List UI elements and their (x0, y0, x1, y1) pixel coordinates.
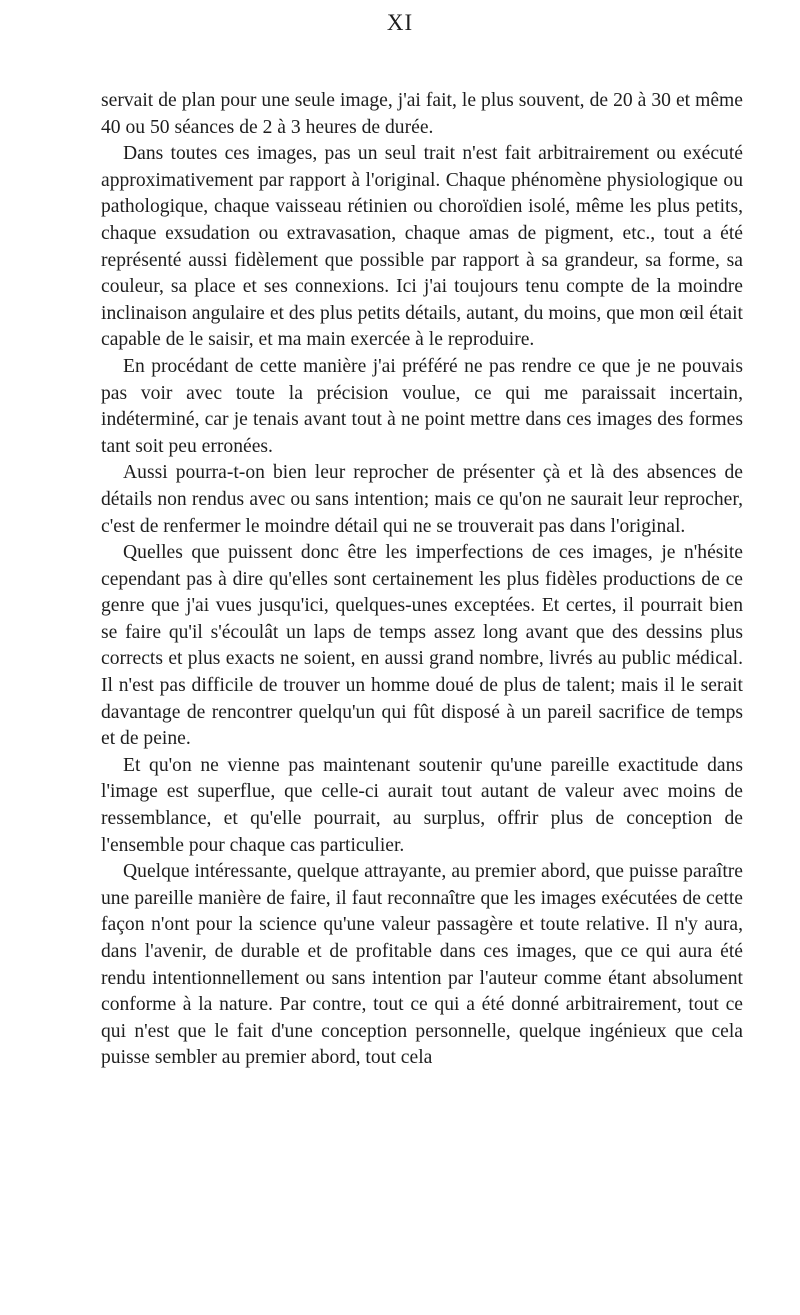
paragraph-1: servait de plan pour une seule image, j'ai fait, le plus souvent, de 20 à 30 et même 40 ou 50 séances de 2 à 3 heures de durée. (101, 90, 743, 138)
page-number: XI (386, 10, 414, 35)
paragraph-5: Quelles que puissent donc être les imperfections de ces images, je n'hésite cependant pas à dire qu'elles sont certainement les plus fidèles productions de ce genre que j'ai vues jusqu'ici, quelques-unes exceptées. Et certes, il pourrait bien se faire qu'il s'écoulât un laps de temps assez long avant que des dessins plus corrects et plus exacts ne soient, en aussi grand nombre, livrés au public médical. Il n'est pas difficile de trouver un homme doué de plus de talent; mais il le serait davantage de rencontrer quelqu'un qui fût disposé à un pareil sacrifice de temps et de peine. (101, 542, 743, 750)
paragraph-2: Dans toutes ces images, pas un seul trait n'est fait arbitrairement ou exécuté approximativement par rapport à l'original. Chaque phénomène physiologique ou pathologique, chaque vaisseau rétinien ou choroïdien isolé, même les plus petits, chaque exsudation ou extravasation, chaque amas de pigment, etc., tout a été représenté aussi fidèlement que possible par rapport à sa grandeur, sa forme, sa couleur, sa place et ses connexions. Ici j'ai toujours tenu compte de la moindre inclinaison angulaire et des plus petits détails, autant, du moins, que mon œil était capable de le saisir, et ma main exercée à le reproduire. (101, 143, 743, 351)
paragraph-4: Aussi pourra-t-on bien leur reprocher de présenter çà et là des absences de détails non rendus avec ou sans intention; mais ce qu'on ne saurait leur reprocher, c'est de renfermer le moindre détail qui ne se trouverait pas dans l'original. (101, 462, 743, 537)
body-text (101, 88, 743, 1072)
paragraph-3: En procédant de cette manière j'ai préféré ne pas rendre ce que je ne pouvais pas voir avec toute la précision voulue, ce qui me paraissait incertain, indéterminé, car je tenais avant tout à ne point mettre dans ces images des formes tant soit peu erronées. (101, 355, 743, 457)
paragraph-7: Quelque intéressante, quelque attrayante, au premier abord, que puisse paraître une pareille manière de faire, il faut reconnaître que les images exécutées de cette façon n'ont pour la science qu'une valeur passagère et toute relative. Il n'y aura, dans l'avenir, de durable et de profitable dans ces images, que ce qui aura été rendu intentionnellement ou sans intention par l'auteur comme étant absolument conforme à la nature. Par contre, tout ce qui a été donné arbitrairement, tout ce qui n'est que le fait d'une conception personnelle, quelque ingénieux que cela puisse sembler au premier abord, tout cela (101, 861, 743, 1069)
paragraph-6: Et qu'on ne vienne pas maintenant soutenir qu'une pareille exactitude dans l'image est superflue, que celle-ci aurait tout autant de valeur avec moins de ressemblance, et qu'elle pourrait, au surplus, offrir plus de conception de l'ensemble pour chaque cas particulier. (101, 754, 743, 856)
